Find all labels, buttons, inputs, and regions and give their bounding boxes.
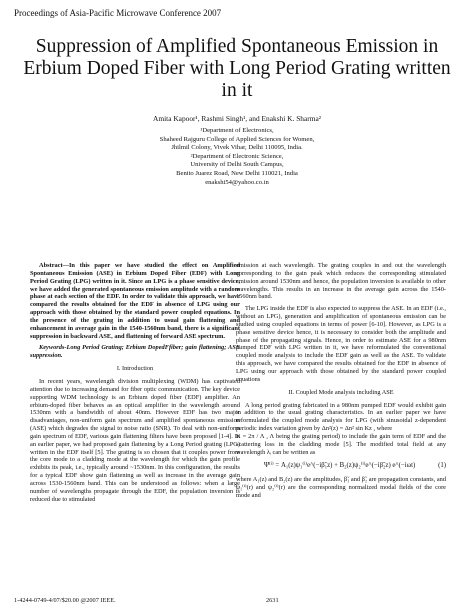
copyright-footer: 1-4244-0749-4/07/$20.00 @2007 IEEE. (14, 597, 116, 604)
author-email: enakshi54@yahoo.co.in (205, 178, 269, 186)
affiliation-line: University of Delhi South Campus, (190, 161, 284, 169)
equation: Ψ⁽ⁱ⁾ = A₁(z)ψ₁⁽ⁱ⁾e^(−iβ̃₁z) + B₂(z)ψ₂⁽ⁱ⁾e^(−iβ̃₂z) e^(−iωt) (264, 462, 416, 470)
body-paragraph: where A₁(z) and B₂(z) are the amplitudes, β̃₁ and β̃₂ are propagation constants, and ψ₁⁽ⁱ⁾(r) and ψ₂⁽ⁱ⁾(r) are the corresponding normalized modal fields of the core mode and (236, 476, 446, 499)
author-list: Amita Kapoor¹, Rashmi Singh¹, and Enakshi K. Sharma² (153, 114, 321, 123)
section-heading-coupled-mode: II. Coupled Mode analysis including ASE (288, 388, 394, 396)
equation-row (236, 462, 446, 470)
page-number: 2631 (266, 597, 279, 604)
affiliation-block (0, 127, 474, 187)
affiliation-line: Benito Juarez Road, New Delhi 110021, India (176, 169, 298, 177)
body-paragraph: emission at each wavelength. The grating couples in and out the wavelength corresponding to the gain peak which reduces the corresponding stimulated emission around 1530nm and hence, the population inversion is available to other wavelengths. This results in an increase in the average gain across the 1540-1560nm band. (236, 262, 446, 301)
conference-header: Proceedings of Asia-Pacific Microwave Conference 2007 (14, 8, 222, 18)
body-paragraph: A long period grating fabricated in a 980nm pumped EDF would exhibit gain in addition to the usual grating characteristics. In an earlier paper we have reformulated the coupled mode analysis for LPG (with sinusoidal z-dependent periodic index variation given by Δn²(z) = Δn² sin Kz , where (236, 401, 446, 433)
equation-number: (1) (438, 462, 446, 470)
body-paragraph: K = 2π / Λ , Λ being the grating period) to include the gain term of EDF and the scattering loss in the cladding mode [5]. The modified total field at any wavelength λᵢ can be written as (236, 432, 446, 456)
affiliation-line: ¹Department of Electronics, (200, 127, 274, 134)
body-paragraph: The LPG inside the EDF is also expected to suppress the ASE. In an EDF (i.e., without an LPG), generation and amplification of spontaneous emission can be studied using coupled equations in terms of power [6-10]. However, as LPG is a phase sensitive device hence, it is necessary to consider both the amplitude and phase of the propagating signals. Hence, in order to estimate ASE for a 980nm pumped EDF with LPG written in it, we have reformulated the conventional coupled mode analysis to include the EDF gain as well as the ASE. To validate this approach, we have compared the results obtained for the EDF in absence of LPG using our approach with those obtained by the standard power coupled equations (236, 305, 446, 383)
body-paragraph: In recent years, wavelength division multiplexing (WDM) has captivated attention due to increasing demand for fiber optic communication. The key device supporting WDM technology is an Erbium doped fiber (EDF) amplifier. An erbium-doped fiber behaves as an optical amplifier in the wavelength around 1530nm with a bandwidth of about 40nm. However EDF has two major disadvantages, non-uniform gain spectrum and amplified spontaneous emission (ASE) which degrades the signal to noise ratio (SNR). To deal with non-uniform gain spectrum of EDF, various gain flattening filters have been proposed [1-4]. In an earlier paper, we had proposed gain flattening by a Long Period grating (LPG) written in the EDF itself [5]. The grating is so chosen that it couples power from the core mode to a cladding mode at the wavelength for which the gain profile exhibits its peak, i.e., typically around ~1530nm. In this configuration, the results for a typical EDF show gain flattening as well as increase in the average gain across 1530-1560nm band. This can be understood as follows: when a large number of wavelengths propagate through the EDF, the population inversion is reduced due to stimulated (30, 377, 240, 503)
right-column (236, 262, 446, 500)
left-column (30, 262, 240, 503)
paper-title: Suppression of Amplified Spontaneous Emission in Erbium Doped Fiber with Long Period Grating written in it (23, 36, 451, 101)
affiliation-line: Shaheed Rajguru College of Applied Sciences for Women, (159, 135, 315, 143)
affiliation-line: ²Department of Electronic Science, (190, 152, 284, 160)
section-heading-introduction: I. Introduction (116, 365, 154, 373)
keywords: Keywords-Long Period Grating; Erbium DopedFfiber; gain flattening; ASE suppression. (30, 344, 240, 360)
abstract: Abstract—In this paper we have studied the effect on Amplified Spontaneous Emission (ASE) in Erbium Doped Fiber (EDF) with Long Period Grating (LPG) written in it. Since an LPG is a phase sensitive device, we have added the generated spontaneous emission amplitude with a random phase at each section of the EDF. In order to validate this approach, we have compared the results obtained for the EDF in absence of LPG using our approach with those obtained by the standard power coupled equations. In the presence of the grating in addition to usual gain flattening and enhancement in average gain in the 1540-1560nm band, there is a significant suppression in backward ASE, and flattening of forward ASE spectrum. (30, 262, 240, 340)
affiliation-line: Jhilmil Colony, Vivek Vihar, Delhi 110095, India. (171, 144, 303, 152)
